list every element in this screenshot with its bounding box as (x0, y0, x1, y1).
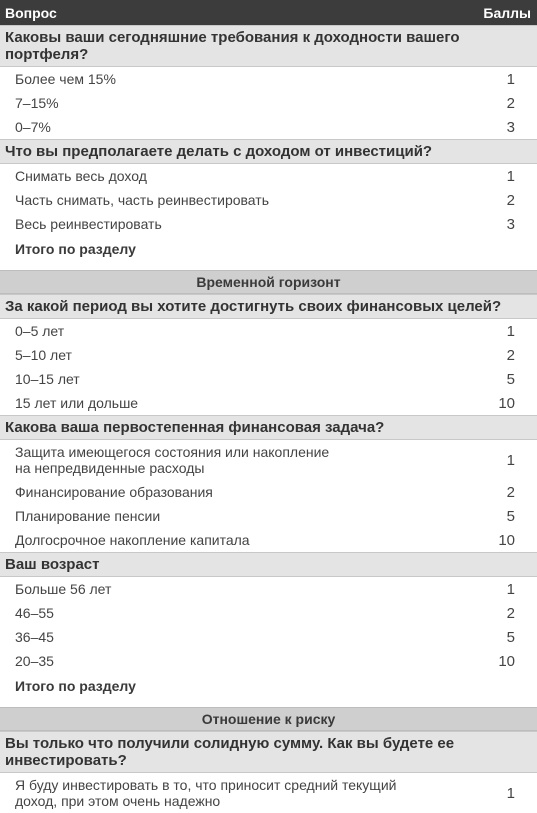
answer-row (0, 528, 537, 552)
answer-text: Снимать весь доход (15, 168, 147, 184)
answer-row (0, 343, 537, 367)
answer-text: Долгосрочное накопление капитала (15, 532, 250, 548)
answer-points: 1 (506, 451, 515, 469)
answer-text: Часть снимать, часть реинвестировать (15, 192, 269, 208)
question-row (0, 25, 537, 67)
section-heading-text: Отношение к риску (201, 711, 336, 727)
answer-points: 2 (506, 604, 515, 622)
answer-text: Более чем 15% (15, 71, 116, 87)
answer-row (0, 212, 537, 236)
section-heading-text: Временной горизонт (196, 274, 341, 290)
question-text: Вы только что получили солидную сумму. Как вы будете ее инвестировать? (5, 735, 455, 769)
answer-text: Я буду инвестировать в то, что приносит средний текущий доход, при этом очень надежно (15, 777, 397, 809)
question-row (0, 294, 537, 319)
answer-row (0, 625, 537, 649)
section-total-label: Итого по разделу (15, 241, 136, 257)
answer-text: 5–10 лет (15, 347, 72, 363)
answer-text: Больше 56 лет (15, 581, 112, 597)
section-total-label: Итого по разделу (15, 678, 136, 694)
question-text: Каковы ваши сегодняшние требования к доходности вашего портфеля? (5, 29, 460, 63)
answer-row (0, 504, 537, 528)
answer-row (0, 480, 537, 504)
answer-row (0, 188, 537, 212)
answer-points: 5 (506, 507, 515, 525)
answer-points: 2 (506, 346, 515, 364)
answer-points: 2 (506, 483, 515, 501)
table-header (0, 0, 537, 25)
question-row (0, 415, 537, 440)
answer-points: 1 (506, 322, 515, 340)
answer-row (0, 367, 537, 391)
answer-points: 3 (506, 118, 515, 136)
points-column-header: Баллы (483, 4, 531, 21)
answer-points: 2 (506, 191, 515, 209)
question-row (0, 552, 537, 577)
question-row (0, 139, 537, 164)
question-text: Ваш возраст (5, 556, 100, 573)
answer-text: 0–7% (15, 119, 51, 135)
answer-row (0, 319, 537, 343)
answer-text: 46–55 (15, 605, 54, 621)
section-heading (0, 270, 537, 294)
answer-points: 1 (506, 70, 515, 88)
question-row (0, 731, 537, 773)
question-text: За какой период вы хотите достигнуть своих финансовых целей? (5, 298, 502, 315)
section-total-row (0, 236, 537, 262)
answer-row (0, 773, 537, 813)
answer-text: Защита имеющегося состояния или накопление на непредвиденные расходы (15, 444, 330, 476)
question-text: Какова ваша первостепенная финансовая задача? (5, 419, 385, 436)
table-body (0, 25, 537, 813)
answer-points: 10 (498, 652, 515, 670)
answer-text: Планирование пенсии (15, 508, 161, 524)
answer-text: Весь реинвестировать (15, 216, 162, 232)
question-text: Что вы предполагаете делать с доходом от инвестиций? (5, 143, 433, 160)
section-spacer (0, 262, 537, 270)
answer-text: 15 лет или дольше (15, 395, 139, 411)
answer-points: 3 (506, 215, 515, 233)
answer-row (0, 577, 537, 601)
answer-text: 7–15% (15, 95, 59, 111)
answer-points: 2 (506, 94, 515, 112)
answer-row (0, 440, 537, 480)
answer-points: 10 (498, 531, 515, 549)
answer-text: 0–5 лет (15, 323, 65, 339)
answer-text: 20–35 (15, 653, 54, 669)
section-spacer (0, 699, 537, 707)
answer-text: 36–45 (15, 629, 54, 645)
answer-row (0, 164, 537, 188)
answer-points: 10 (498, 394, 515, 412)
answer-points: 5 (506, 628, 515, 646)
section-total-row (0, 673, 537, 699)
answer-row (0, 391, 537, 415)
answer-row (0, 601, 537, 625)
answer-points: 1 (506, 167, 515, 185)
answer-row (0, 115, 537, 139)
answer-text: Финансирование образования (15, 484, 213, 500)
answer-points: 1 (506, 784, 515, 802)
question-column-header: Вопрос (5, 4, 57, 21)
answer-row (0, 649, 537, 673)
answer-points: 5 (506, 370, 515, 388)
section-heading (0, 707, 537, 731)
answer-points: 1 (506, 580, 515, 598)
answer-row (0, 91, 537, 115)
answer-row (0, 67, 537, 91)
answer-text: 10–15 лет (15, 371, 80, 387)
